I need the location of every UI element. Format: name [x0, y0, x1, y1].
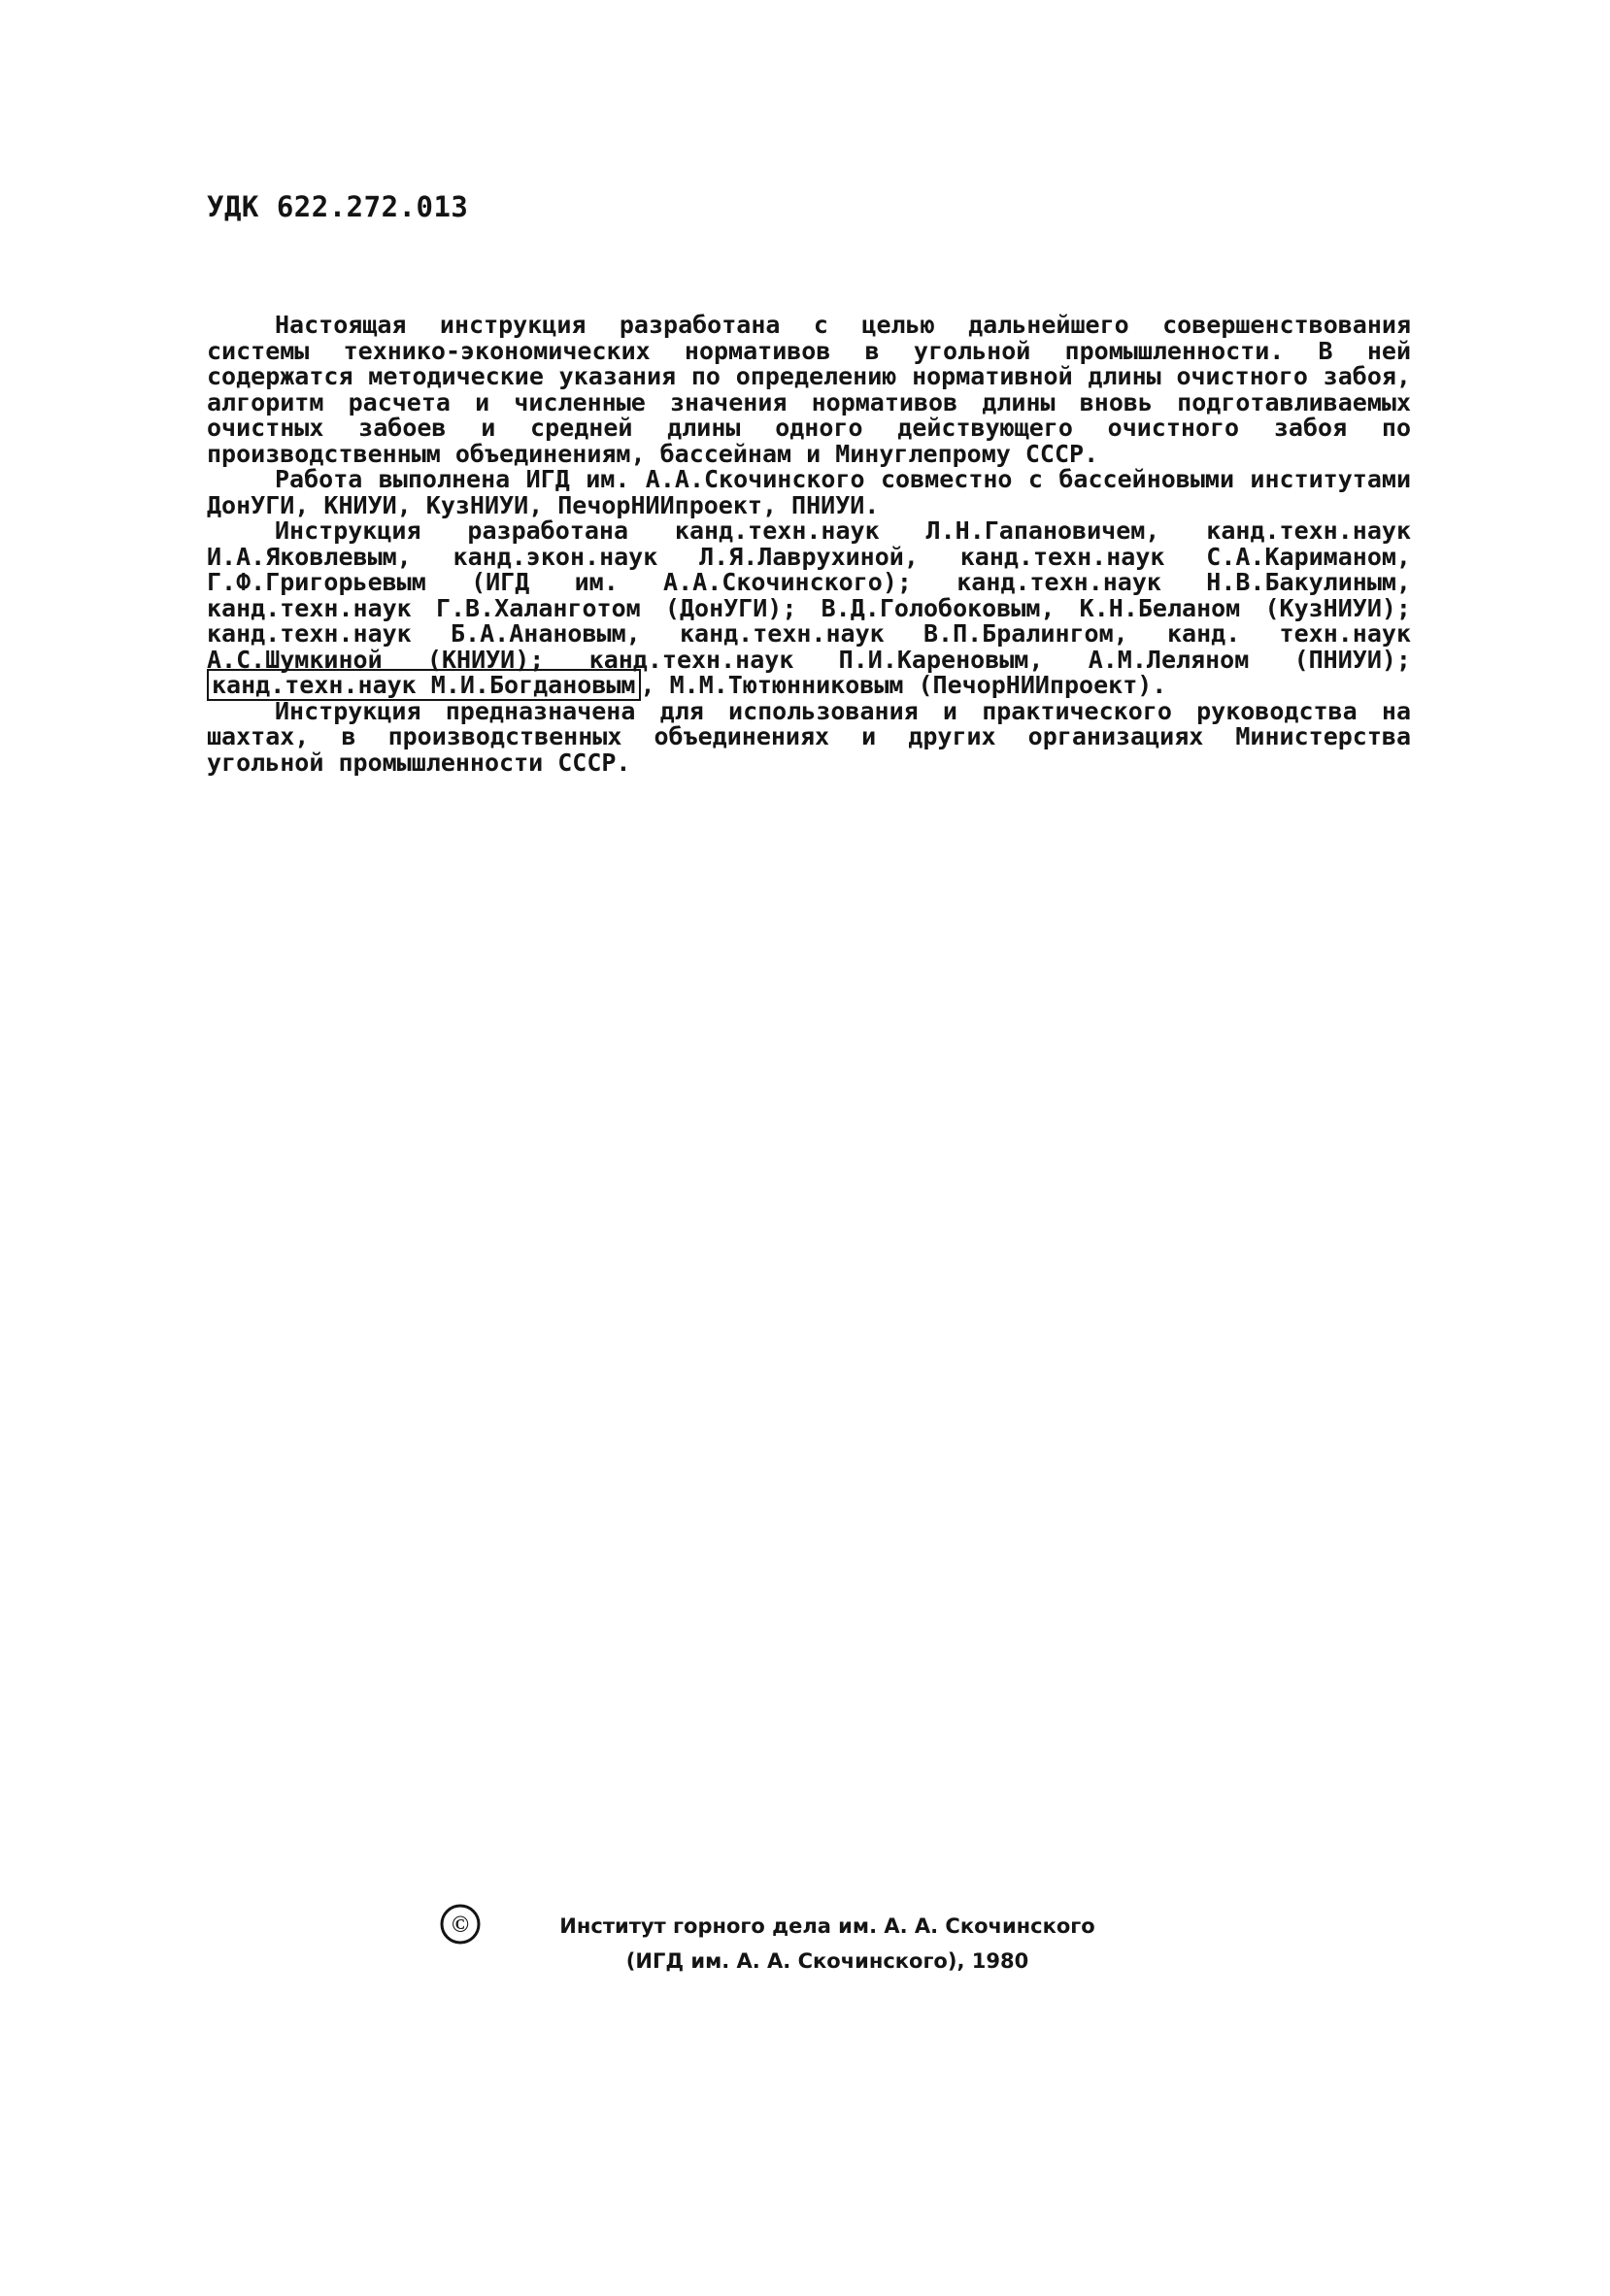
- copyright-icon: [439, 1903, 482, 1946]
- document-body: [207, 313, 1411, 776]
- paragraph-performers: Работа выполнена ИГД им. А.А.Скочинского совместно с бассейновыми институтами ДонУГИ, КНИУИ, КузНИУИ, ПечорНИИпроект, ПНИУИ.: [207, 465, 1411, 519]
- publisher-abbreviation-year: (ИГД им. А. А. Скочинского), 1980: [625, 1949, 1029, 1973]
- publisher-info: [555, 1909, 1099, 1979]
- copyright-block: [439, 1903, 1119, 1990]
- boxed-author: канд.техн.наук М.И.Богдановым: [207, 669, 641, 701]
- paragraph-purpose: Настоящая инструкция разработана с целью дальнейшего совершенствования системы технико-экономических нормативов в угольной промышленности. В ней содержатся методические указания по определению нормативной длины очистного забоя, алгоритм расчета и численные значения нормативов длины вновь подготавливаемых очистных забоев и средней длины одного действующего очистного забоя по производственным объединениям, бассейнам и Минуглепрому СССР.: [207, 311, 1411, 468]
- authors-text: Инструкция разработана канд.техн.наук Л.Н.Гапановичем, канд.техн.наук И.А.Яковлевым, канд.экон.наук Л.Я.Лаврухиной, канд.техн.наук С.А.Кариманом, Г.Ф.Григорьевым (ИГД им. А.А.Скочинского); канд.техн.наук Н.В.Бакулиным, канд.техн.наук Г.В.Халанготом (ДонУГИ); В.Д.Голобоковым, К.Н.Беланом (КузНИУИ); канд.техн.наук Б.А.Анановым, канд.техн.наук В.П.Бралингом, канд. техн.наук А.С.Шумкиной (КНИУИ); канд.техн.наук П.И.Кареновым, А.М.Леляном (ПНИУИ);: [207, 516, 1411, 674]
- authors-text-end: , М.М.Тютюнниковым (ПечорНИИпроект).: [640, 671, 1167, 699]
- udk-code: УДК 622.272.013: [207, 190, 469, 223]
- paragraph-intended-use: Инструкция предназначена для использования и практического руководства на шахтах, в производственных объединениях и других организациях Министерства угольной промышленности СССР.: [207, 696, 1411, 777]
- copyright-symbol: ©: [452, 1913, 469, 1938]
- paragraph-authors: [207, 518, 1411, 699]
- publisher-name: Институт горного дела им. А. А. Скочинского: [559, 1914, 1095, 1938]
